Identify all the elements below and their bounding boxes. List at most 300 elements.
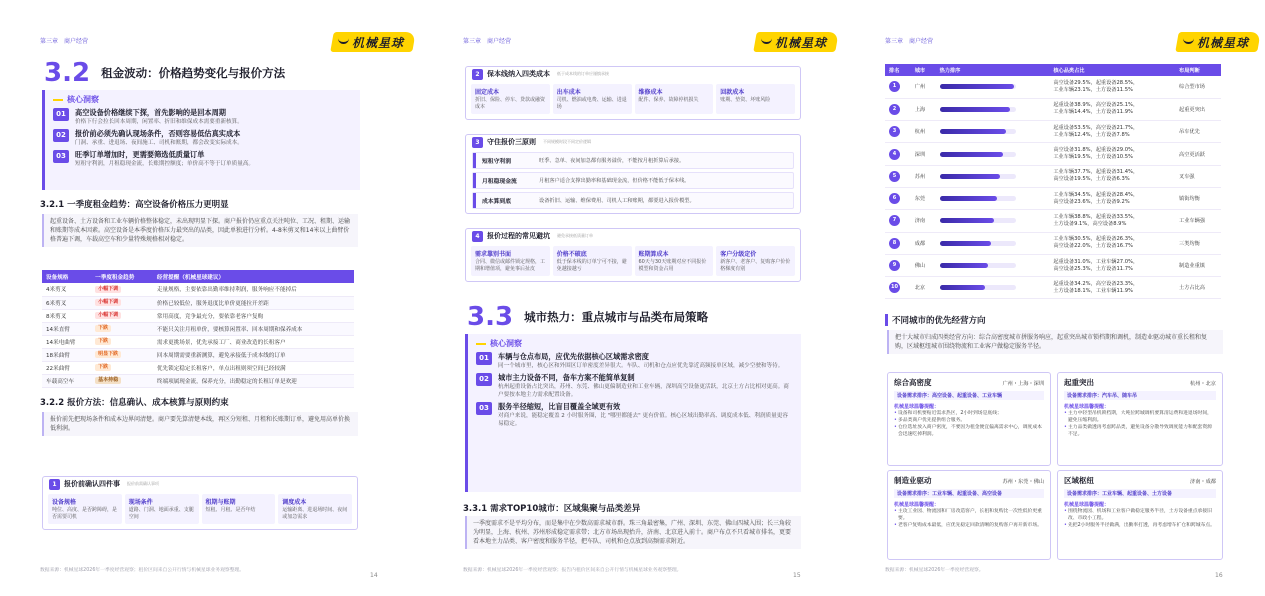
cell-desc: 账期、垫资、坏账风险 (720, 97, 771, 103)
strategy-cities: 苏州・东莞・佛山 (1002, 479, 1044, 485)
tip-cell: 常用高度，竞争最充分，要依靠老客户复购 (153, 309, 354, 322)
trend-badge: 小幅下调 (95, 299, 121, 306)
insight-desc: 短租守利润，月租稳现金流，长账期控额度；单价高不等于订单质量高。 (75, 161, 255, 167)
column-header: 一季度租金趋势 (91, 270, 153, 283)
rank-cell (885, 76, 911, 98)
insight-list (53, 108, 352, 168)
tip-cell: 走量规格，主要依靠出勤率维持利润，服务响应不能掉后 (153, 283, 354, 296)
card-cell (125, 494, 199, 524)
table-row (42, 348, 354, 361)
heat-bar-fill (940, 263, 989, 268)
column-header: 核心品类占比 (1049, 64, 1175, 76)
page-header (885, 36, 1265, 56)
trend-cell (91, 322, 153, 335)
insight-item (476, 352, 793, 370)
rule-key: 短租守利润 (473, 153, 533, 168)
rank-cell (885, 98, 911, 120)
rank-badge: 5 (889, 171, 900, 182)
judgement-cell: 制造业重镇 (1175, 254, 1221, 276)
rule-value: 设备折旧、运输、维保费用、司机人工和账期，都要进入报价模型。 (539, 198, 695, 204)
card-cell (202, 494, 276, 524)
heat-bar-track (940, 84, 1016, 89)
page-number: 16 (1215, 572, 1223, 579)
subsection-title: 3.3.1 需求TOP10城市：区域集聚与品类差异 (463, 504, 641, 514)
city-cell: 杭州 (911, 121, 936, 143)
heat-bar-track (940, 107, 1016, 112)
category-share-cell (1049, 165, 1175, 187)
category-share-line: 工业车辆30.5%，起重设备26.3%， (1053, 236, 1139, 243)
subsection-title: 3.2.2 报价方法：信息确认、成本核算与原则约束 (40, 398, 229, 408)
table-row (885, 254, 1221, 276)
trend-badge: 基本持稳 (95, 377, 121, 384)
table-row (885, 277, 1221, 299)
cell-desc: 60天与30天账期对应不同报价模型和资金占用 (638, 259, 707, 272)
strategy-cities: 广州・上海・深圳 (1002, 381, 1044, 387)
card-cell (553, 84, 632, 114)
table-row (42, 374, 354, 387)
rank-cell (885, 165, 911, 187)
cell-desc: 合同、微信或邮件锁定规格，工期和增值项，避免事后扯皮 (475, 259, 546, 272)
rank-badge: 9 (889, 260, 900, 271)
tip-cell: 回本周期需要重新测算，避免承接低于成本线的订单 (153, 348, 354, 361)
rank-badge: 10 (889, 282, 900, 293)
heat-bar-fill (940, 129, 1007, 134)
column-header: 热力排序 (936, 64, 1050, 76)
insight-title: 服务半径缩短，比盲目覆盖全域更有效 (498, 402, 621, 411)
card-cell (278, 494, 352, 524)
strategy-tip-heading: 机械星球温馨提醒： (894, 502, 940, 508)
insight-heading: 核心洞察 (53, 94, 352, 105)
heat-cell (936, 143, 1050, 165)
table-row (885, 121, 1221, 143)
rank-badge: 2 (889, 104, 900, 115)
brand-logo (1177, 32, 1259, 54)
category-share-line: 起重设备53.5%，高空设备21.7%， (1053, 124, 1139, 131)
tip-cell: 需求更挑场景，优先承接工厂、商业改造的长租客户 (153, 335, 354, 348)
strategy-tip-heading: 机械星球温馨提醒： (1064, 404, 1110, 410)
card-cell (553, 246, 632, 276)
heat-bar-fill (940, 107, 1011, 112)
judgement-cell: 综合型市场 (1175, 76, 1221, 98)
insight-desc: 价格下行会拉长回本周期，闲置率、折旧和维保成本需要重新核算。 (75, 119, 243, 125)
category-share-cell (1049, 254, 1175, 276)
trend-cell (91, 283, 153, 296)
heat-bar-track (940, 285, 1016, 290)
strategy-tip: • 主力品类做透再考虑跨品类，避免设备分散导致调度能力和配套资源不足。 (1064, 424, 1216, 438)
heat-cell (936, 210, 1050, 232)
insight-title: 旺季订单增加时，更需要筛选低质量订单 (75, 150, 205, 159)
category-share-line: 工业车辆12.4%，土方设备7.8% (1053, 131, 1130, 138)
column-header: 经营提醒（机械星球建议） (153, 270, 354, 283)
logo-text: 机械星球 (1197, 36, 1250, 50)
trend-cell (91, 309, 153, 322)
strategy-card (1057, 372, 1223, 466)
tip-cell: 不能只关注月租单价，要核算闲置率、回本周期和保养成本 (153, 322, 354, 335)
category-share-line: 高空设备29.5%，起重设备28.5%， (1053, 79, 1139, 86)
insight-box (42, 90, 360, 190)
paragraph: 把十大城市归成四类经营方向：综合高密度城市拼服务响应，起重突出城市锁档期和调机，制造业驱动城市重长租和复购，区域枢纽城市围绕物流和工业客户做稳定服务半径。 (887, 330, 1223, 354)
card-cell (716, 84, 795, 114)
section-heading (44, 58, 285, 88)
heat-bar-fill (940, 174, 1001, 179)
card-grid (466, 243, 800, 281)
trend-cell (91, 348, 153, 361)
insight-list (476, 352, 793, 428)
strategy-cities: 济南・成都 (1190, 479, 1216, 485)
heat-bar-track (940, 263, 1016, 268)
rule-value: 旺季、急单、夜间加急都有服务溢价，不能按月租折算后承接。 (539, 158, 685, 164)
trend-cell (91, 361, 153, 374)
strategy-heading (1064, 475, 1216, 486)
brand-logo (755, 32, 837, 54)
city-cell: 成都 (911, 232, 936, 254)
city-cell: 佛山 (911, 254, 936, 276)
strategy-tip: • 设备和司机要贴近需求热区，2小时到场是底线； (894, 410, 1044, 417)
insight-desc: 杭州起重设备占比突出，苏州、东莞、佛山更偏制造业和工业车辆，深圳高空设备更活跃，北京土方占比相对更高。商户要按本地主力需求配置设备。 (498, 384, 789, 398)
heat-cell (936, 121, 1050, 143)
insight-item (476, 373, 793, 399)
strategy-card (887, 372, 1051, 466)
category-share-line: 工业车辆38.8%，起重设备33.5%， (1053, 213, 1139, 220)
category-share-cell (1049, 121, 1175, 143)
page-14 (40, 0, 420, 596)
heat-bar-fill (940, 218, 995, 223)
heat-cell (936, 98, 1050, 120)
page-header (463, 36, 843, 56)
table-row (885, 165, 1221, 187)
heat-bar-fill (940, 285, 986, 290)
paragraph: 报价前先把现场条件和成本边界问清楚。商户要先算清楚本线，再区分短租、月租和长账期订单，避免用高单价换低利润。 (42, 412, 358, 436)
strategy-demand-order: 设备需求排序：工业车辆、起重设备、土方设备 (1064, 489, 1216, 498)
heat-bar-track (940, 174, 1016, 179)
column-header: 设备规格 (42, 270, 91, 283)
cell-title: 租期与账期 (205, 499, 236, 506)
spec-cell: 14米电曲臂 (42, 335, 91, 348)
trend-cell (91, 374, 153, 387)
page-number: 15 (793, 572, 801, 579)
insight-desc: 门洞、承重、进退场、夜间施工、司机和账期，都会改变实际成本。 (75, 140, 243, 146)
insight-heading: 核心洞察 (476, 338, 793, 349)
cell-title: 价格不破底 (556, 251, 587, 258)
judgement-cell: 叉车强 (1175, 165, 1221, 187)
cell-title: 出车成本 (556, 89, 581, 96)
judgement-cell: 吊车优先 (1175, 121, 1221, 143)
table-row (885, 210, 1221, 232)
cell-desc: 吨位、高度、是否跨障碍，是否需要司机 (52, 507, 118, 520)
table-row (42, 335, 354, 348)
rank-badge: 7 (889, 215, 900, 226)
strategy-tip: • 老客户复购成本最低，应优先稳定回款清晰的复购客户再开新市场。 (894, 522, 1044, 529)
trend-badge: 小幅下调 (95, 312, 121, 319)
strategy-heading (894, 475, 1044, 486)
cell-title: 客户分级定价 (720, 251, 757, 258)
table-body (885, 76, 1221, 299)
category-share-line: 工业车辆14.4%，土方设备11.9% (1053, 109, 1133, 116)
table-row (885, 187, 1221, 209)
heat-cell (936, 277, 1050, 299)
card-heading: 2 保本线纳入四类成本 低于成本线的订单应谨慎承接 (466, 67, 800, 81)
card-grid (43, 491, 357, 529)
section-title: 城市热力：重点城市与品类布局策略 (524, 310, 709, 324)
spec-cell: 8米剪叉 (42, 309, 91, 322)
table-row (885, 76, 1221, 98)
paragraph: 起重设备、土方设备和工业车辆价格整体稳定，未出现明显下探。商户报价仍应重点关注吨位、工况、租期、运输和账期等成本因素。高空设备是本季度价格压力最突出的品类，因此单独进行分析。4-8米剪叉和14米以上曲臂价格普遍下调，车载高空车和少量特殊规格相对稳定。 (42, 214, 358, 247)
cell-desc: 折旧、保险、停车、贷款或融资成本 (475, 97, 546, 110)
cell-desc: 短租、月租、是否年结 (205, 507, 256, 513)
spec-cell: 6米剪叉 (42, 296, 91, 309)
insight-title: 报价前必须先确认现场条件，否则容易低估真实成本 (75, 129, 241, 138)
strategy-card (887, 470, 1051, 560)
spec-cell: 4米剪叉 (42, 283, 91, 296)
category-share-line: 工业车辆19.5%，土方设备10.5% (1053, 154, 1133, 161)
city-cell: 东莞 (911, 187, 936, 209)
category-share-line: 高空设备31.8%，起重设备29.0%， (1053, 147, 1139, 154)
rank-badge: 3 (889, 126, 900, 137)
insight-box (465, 334, 801, 492)
judgement-cell: 起重更突出 (1175, 98, 1221, 120)
trend-badge: 小幅下调 (95, 286, 121, 293)
rank-cell (885, 121, 911, 143)
rule-key: 成本算到底 (473, 193, 533, 208)
rank-badge: 1 (889, 81, 900, 92)
brand-logo (332, 32, 414, 54)
card-cell (471, 84, 550, 114)
card-grid (466, 81, 800, 119)
spec-cell: 22米曲臂 (42, 361, 91, 374)
card-heading: 4 报价过程的常见避坑 避免承接低质量订单 (466, 229, 800, 243)
logo-text: 机械星球 (352, 36, 405, 50)
insight-number: 03 (53, 150, 69, 163)
insight-item (53, 150, 352, 168)
insight-title: 车辆与仓点布局，应优先依据核心区域需求密度 (498, 352, 649, 361)
insight-number: 03 (476, 402, 492, 415)
trend-badge: 下跌 (95, 364, 111, 371)
insight-number: 02 (476, 373, 492, 386)
cell-title: 维修成本 (638, 89, 663, 96)
strategy-demand-order: 设备需求排序：工业车辆、起重设备、高空设备 (894, 489, 1044, 498)
card-cell (716, 246, 795, 276)
category-share-line: 工业车辆23.1%，土方设备11.5% (1053, 86, 1133, 93)
heat-cell (936, 232, 1050, 254)
confirm-card (42, 476, 358, 530)
category-share-line: 高空设备22.0%，土方设备16.7% (1053, 243, 1133, 250)
category-share-line: 起重设备38.9%，高空设备25.1%， (1053, 102, 1139, 109)
table-row (42, 296, 354, 309)
rules-list (466, 152, 800, 209)
table-body (42, 283, 354, 387)
principles-card (465, 134, 801, 214)
cell-title: 回款成本 (720, 89, 745, 96)
subsection-title: 不同城市的优先经营方向 (885, 314, 986, 326)
cell-desc: 配件、保养、故障停机损失 (638, 97, 699, 103)
chapter-label: 第三章 商户经营 (40, 38, 89, 45)
table-row (885, 232, 1221, 254)
judgement-cell: 镇街均衡 (1175, 187, 1221, 209)
heat-bar-track (940, 241, 1016, 246)
table-row (42, 309, 354, 322)
column-header: 排名 (885, 64, 911, 76)
strategy-tip: • 主力中轻型吊机锁档期，大吨位跨城调机要算清运费和进退场时间，避免压缩利润。 (1064, 410, 1216, 424)
heat-bar-fill (940, 196, 998, 201)
footnote: 数据来源：机械星球2026年一季度经营观察；报告内租价区间来自公开行情与机械星球业务观察整理。 (463, 568, 682, 573)
trend-cell (91, 296, 153, 309)
heat-cell (936, 165, 1050, 187)
strategy-cities: 杭州・北京 (1190, 381, 1216, 387)
table-row (885, 98, 1221, 120)
category-share-cell (1049, 98, 1175, 120)
category-share-cell (1049, 210, 1175, 232)
rent-trend-table (42, 270, 354, 388)
heat-bar-track (940, 129, 1016, 134)
strategy-tip-heading: 机械星球温馨提醒： (1064, 502, 1110, 508)
category-share-line: 土方设备9.1%，高空设备8.9% (1053, 220, 1127, 227)
cell-desc: 运输距离、进退场时间、夜间或加急需求 (282, 507, 348, 520)
cell-title: 调度成本 (282, 499, 307, 506)
insight-item (53, 108, 352, 126)
card-heading: 3 守住报价三原则 不同规模时段不同定价逻辑 (466, 135, 800, 149)
judgement-cell: 三类均衡 (1175, 232, 1221, 254)
trend-badge: 下跌 (95, 338, 111, 345)
insight-item (476, 402, 793, 428)
insight-title: 城市主力设备不同，备车方案不能简单复制 (498, 373, 635, 382)
insight-desc: 同一个城市里，核心区和外围区订单密度差异很大。车队、司机和仓点应优先靠近高频接单区域，减少空驶和等待。 (498, 363, 784, 369)
strategy-card (1057, 470, 1223, 560)
heat-bar-fill (940, 241, 992, 246)
tip-cell: 价格已较低位，服务退度比单价更能拉开差距 (153, 296, 354, 309)
category-share-line: 起重设备34.2%，高空设备23.3%， (1053, 280, 1139, 287)
insight-number: 01 (476, 352, 492, 365)
strategy-heading (894, 377, 1044, 388)
category-share-line: 高空设备25.3%，土方设备11.7% (1053, 265, 1133, 272)
rank-cell (885, 277, 911, 299)
city-cell: 济南 (911, 210, 936, 232)
spec-cell: 18米曲臂 (42, 348, 91, 361)
section-number: 3.3 (467, 302, 514, 332)
category-share-line: 高空设备19.5%，土方设备6.3% (1053, 176, 1130, 183)
table-header-row (885, 64, 1221, 76)
city-cell: 北京 (911, 277, 936, 299)
strategy-title: 区域枢纽 (1064, 476, 1094, 485)
tip-cell: 优先锁定稳定长租客户，单点出租则须空间已经较满 (153, 361, 354, 374)
heat-bar-track (940, 152, 1016, 157)
footnote: 数据来源：机械星球2026年一季度经营观察；租价区间来自公开行情与机械星球业务观察整理。 (40, 568, 245, 573)
strategy-tip: • 先把2小时服务半径做满，出勤率打透，再考虑增车扩仓和跨城布点。 (1064, 522, 1216, 529)
strategy-heading (1064, 377, 1216, 388)
category-share-line: 工业车辆34.5%，起重设备28.4%， (1053, 191, 1139, 198)
section-title: 租金波动：价格趋势变化与报价方法 (101, 66, 286, 80)
strategy-title: 制造业驱动 (894, 476, 932, 485)
rule-value: 月租客户适合支撑出勤率和基础现金流，但价格不能低于保本线。 (539, 178, 690, 184)
cell-title: 设备规格 (52, 499, 77, 506)
insight-desc: 对商户来说，能稳定覆盖 2 小时服务圈，比 "哪里都能去" 更有价值。核心区域出勤率高、调度成本低、利润质量更容易稳定。 (498, 413, 788, 427)
rank-badge: 4 (889, 149, 900, 160)
strategy-tip: • 主攻工业园、物流园和厂房改造客户，长租和复购比一次性低价更重要。 (894, 508, 1044, 522)
cell-title: 账期算成本 (638, 251, 669, 258)
column-header: 城市 (911, 64, 936, 76)
category-share-line: 起重设备31.0%，工业车辆27.0%， (1053, 258, 1139, 265)
table-row (42, 361, 354, 374)
insight-title: 高空设备价格继续下探，首先影响的是回本周期 (75, 108, 226, 117)
category-share-cell (1049, 232, 1175, 254)
rank-cell (885, 187, 911, 209)
page-16 (885, 0, 1265, 596)
rule-row (472, 172, 794, 189)
rank-cell (885, 210, 911, 232)
table-row (42, 322, 354, 335)
strategy-tip: • 多品类商户优先提供组合服务。 (894, 417, 1044, 424)
strategy-title: 综合高密度 (894, 378, 932, 387)
cell-desc: 司机、燃油或电费、运输、进退场 (556, 97, 627, 110)
city-cell: 苏州 (911, 165, 936, 187)
card-cell (48, 494, 122, 524)
paragraph: 一季度需求不是平均分布，而是集中在少数高需求城市群。珠三角最密集，广州、深圳、东莞、佛山四城入围；长三角较为明显，上海、杭州、苏州形成稳定需求带；北方市场出现抬升，济南、北京进入前十。商户布点不只看城市排名，更要看本地主力品类、客户密度和服务半径，把车队、司机和仓点放到高频需求附近。 (465, 516, 801, 549)
category-share-cell (1049, 76, 1175, 98)
table-header-row (42, 270, 354, 283)
strategy-demand-order: 设备需求排序：高空设备、起重设备、工业车辆 (894, 391, 1044, 400)
category-share-line: 工业车辆37.7%，起重设备31.4%， (1053, 169, 1139, 176)
chapter-label: 第三章 商户经营 (463, 38, 512, 45)
heat-bar-fill (940, 152, 1004, 157)
city-cell: 广州 (911, 76, 936, 98)
strategy-demand-order: 设备需求排序：汽车吊、随车吊 (1064, 391, 1216, 400)
card-cell (471, 246, 550, 276)
rule-row (472, 152, 794, 169)
rank-cell (885, 254, 911, 276)
section-heading (467, 302, 708, 332)
table-row (42, 283, 354, 296)
heat-cell (936, 187, 1050, 209)
column-header: 布局判断 (1175, 64, 1221, 76)
trend-badge: 下跌 (95, 325, 111, 332)
heat-bar-track (940, 196, 1016, 201)
category-share-cell (1049, 187, 1175, 209)
cell-title: 固定成本 (475, 89, 500, 96)
category-share-cell (1049, 277, 1175, 299)
category-share-line: 高空设备23.6%，土方设备9.2% (1053, 198, 1130, 205)
card-cell (635, 246, 714, 276)
cell-desc: 新客户、老客户、复购客户价价格梯度有别 (720, 259, 791, 272)
card-heading: 1 报价前确认四件事 报价前需确认事项 (43, 477, 357, 491)
city-cell: 深圳 (911, 143, 936, 165)
city-cell: 上海 (911, 98, 936, 120)
strategy-tip: • 仓位选址放入商户密度，不要因为租金便宜偏离需求中心，调度成本会迅速吃掉利润。 (894, 424, 1044, 438)
judgement-cell: 高空更活跃 (1175, 143, 1221, 165)
trend-cell (91, 335, 153, 348)
logo-text: 机械星球 (775, 36, 828, 50)
cell-desc: 道路、门洞、地面承重、支腿空间 (128, 507, 194, 520)
table-row (885, 143, 1221, 165)
strategy-title: 起重突出 (1064, 378, 1094, 387)
chapter-label: 第三章 商户经营 (885, 38, 934, 45)
spec-cell: 车载高空车 (42, 374, 91, 387)
trend-badge: 明显下跌 (95, 351, 121, 358)
heat-bar-fill (940, 84, 1014, 89)
heat-cell (936, 254, 1050, 276)
heat-cell (936, 76, 1050, 98)
strategy-tip: • 围绕物流园、机场和工业客户做稳定服务半径，土方设备重点承接旧改、市政小工程。 (1064, 508, 1216, 522)
cell-desc: 低于保本线的订单宁可不接，避免越接越亏 (556, 259, 627, 272)
insight-item (53, 129, 352, 147)
strategy-tip-heading: 机械星球温馨提醒： (894, 404, 940, 410)
category-share-cell (1049, 143, 1175, 165)
heat-bar-track (940, 218, 1016, 223)
cost-card (465, 66, 801, 120)
pitfalls-card (465, 228, 801, 282)
rule-row (472, 192, 794, 209)
footnote: 数据来源：机械星球2026年一季度经营观察。 (885, 568, 984, 573)
cell-title: 现场条件 (128, 499, 153, 506)
rank-badge: 6 (889, 193, 900, 204)
